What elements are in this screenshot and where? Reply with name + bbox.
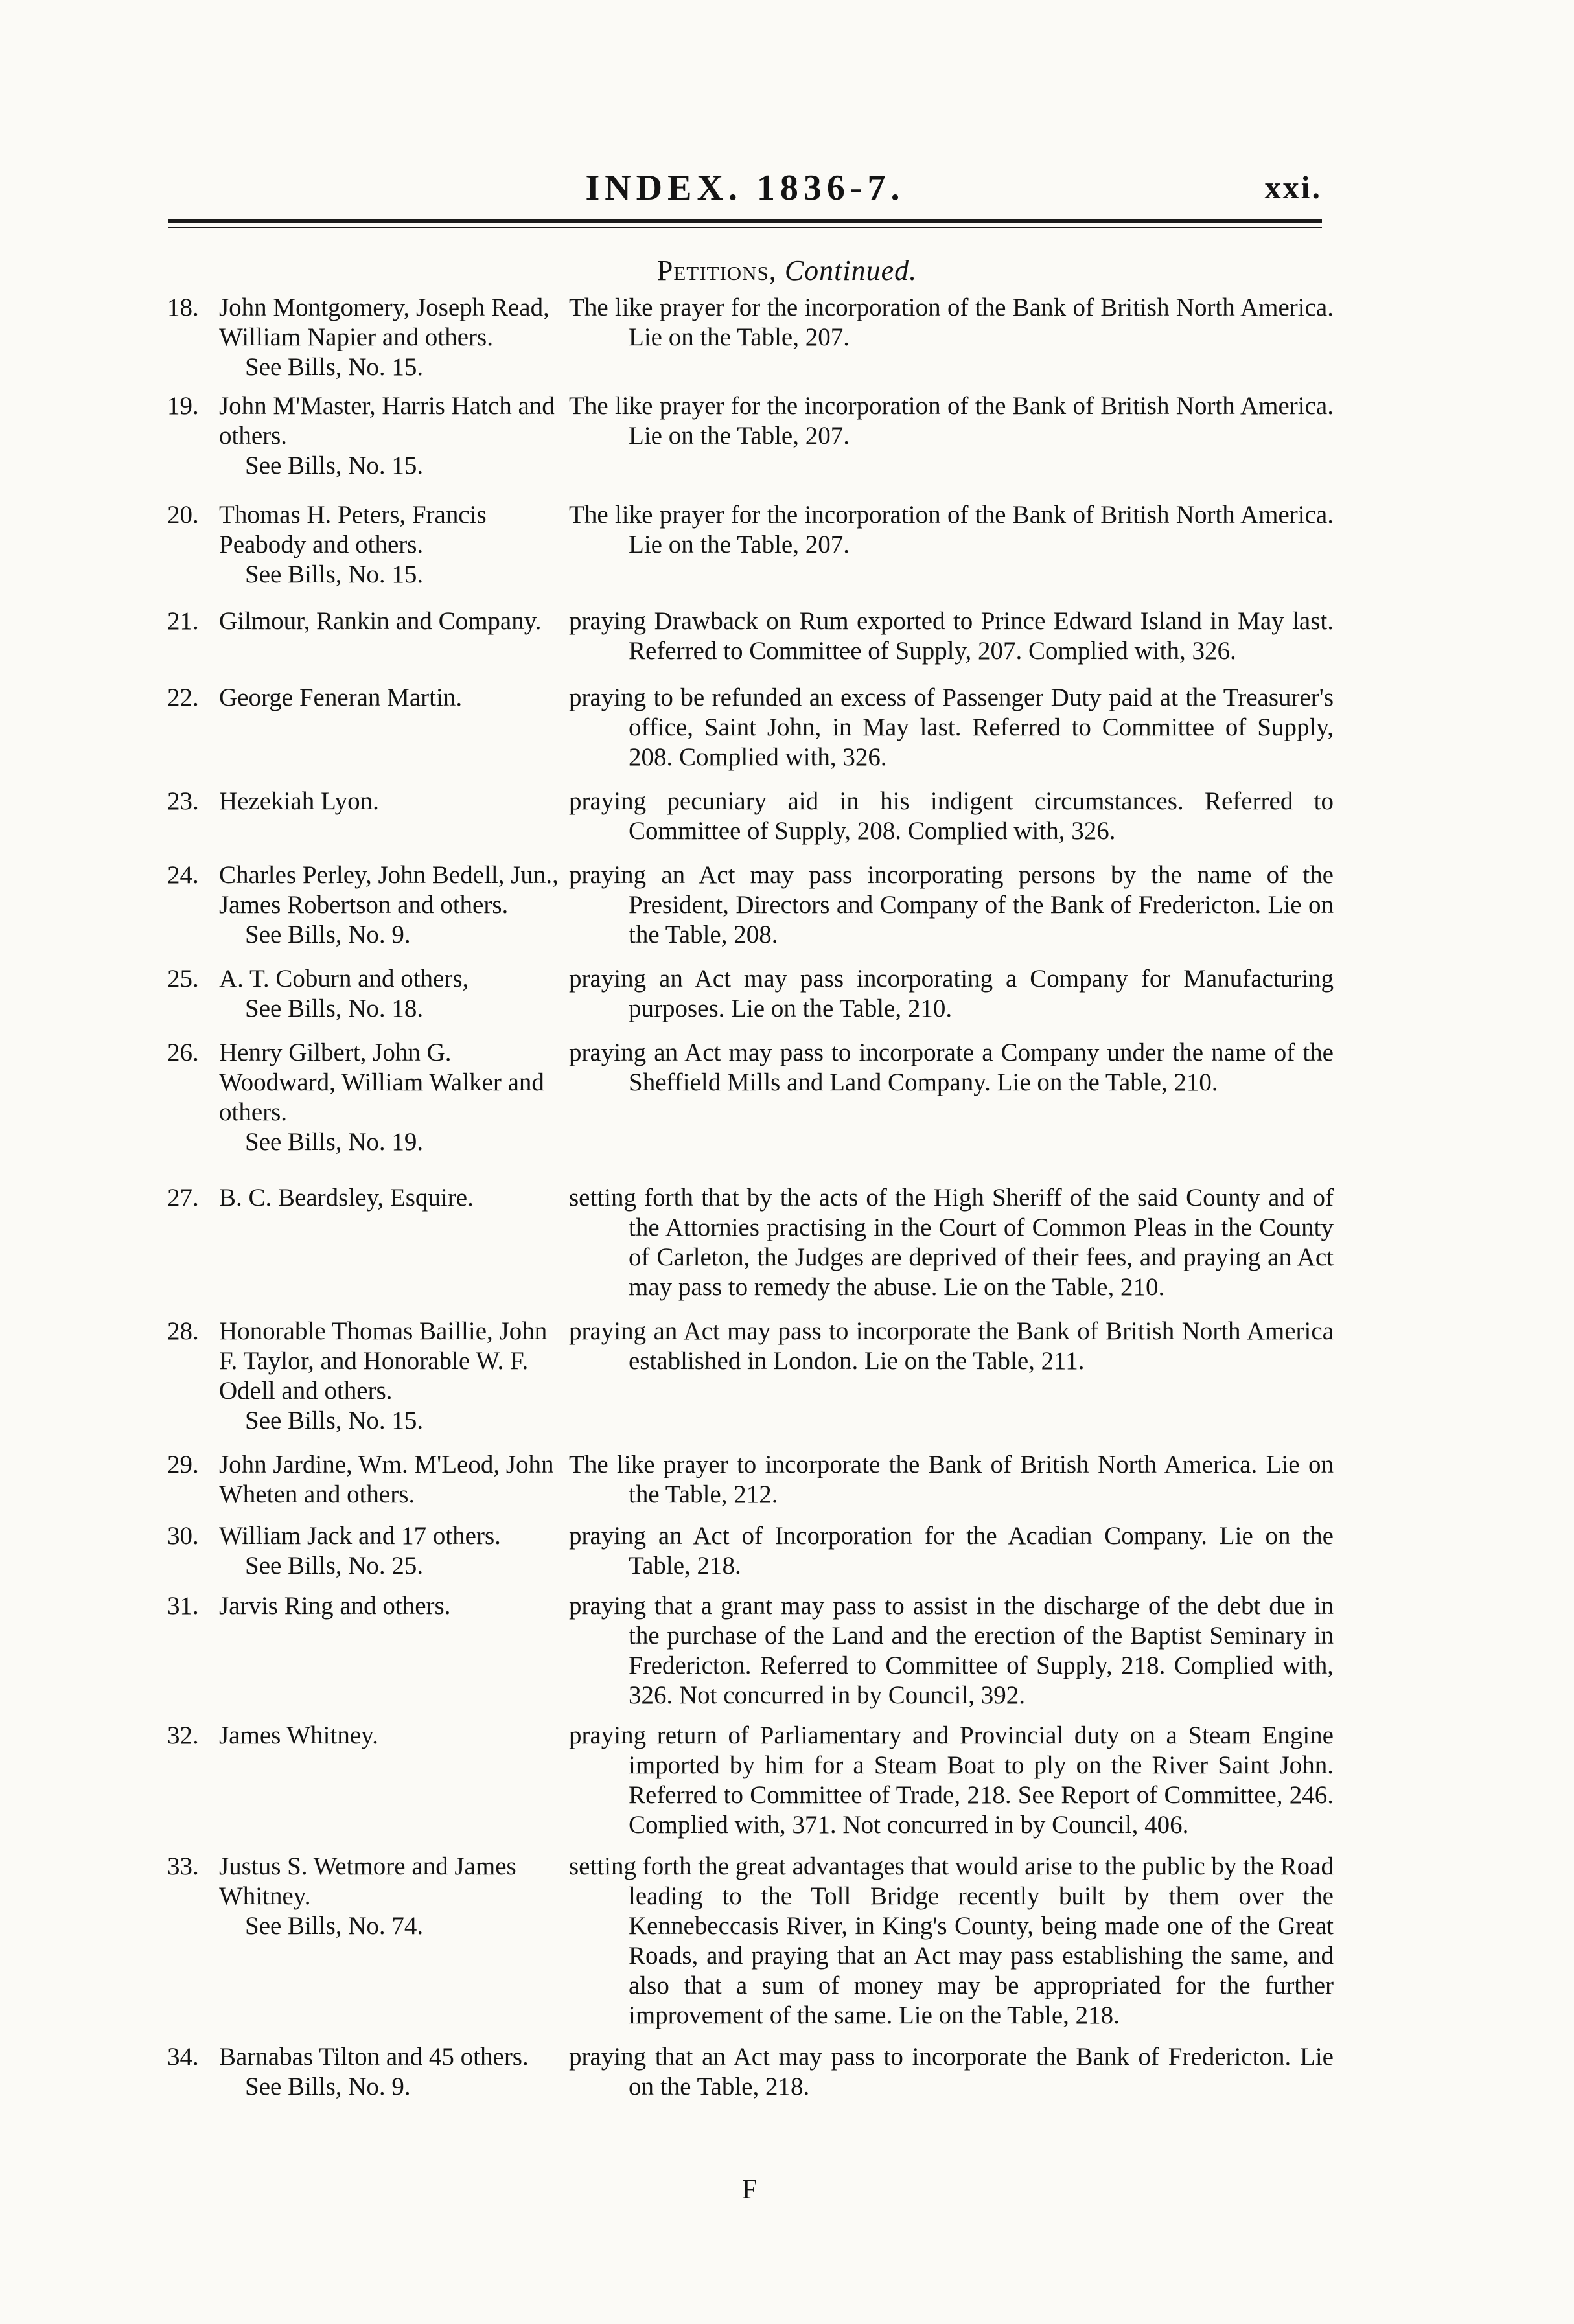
petitioner-cell bbox=[167, 1038, 569, 1157]
petitioner-names: B. C. Beardsley, Esquire. bbox=[219, 1184, 474, 1212]
petition-text: setting forth that by the acts of the High Sheriff of the said County and of the Attornies practising in the Court of Common Pleas in the County of Carleton, the Judges are deprived of their fees, and praying an Act may pass to remedy the abuse. Lie on the Table, 210. bbox=[569, 1184, 1334, 1301]
petition-number: 24. bbox=[167, 861, 199, 889]
petition-number: 28. bbox=[167, 1317, 199, 1345]
petition-entry bbox=[167, 391, 1334, 481]
petitioner-names: John M'Master, Harris Hatch and others. bbox=[219, 392, 555, 450]
petition-number: 21. bbox=[167, 607, 199, 635]
bill-reference: See Bills, No. 25. bbox=[245, 1552, 424, 1580]
petition-entry bbox=[167, 1183, 1334, 1302]
petition-summary bbox=[569, 787, 1334, 846]
petitioner-cell bbox=[167, 1721, 569, 1840]
petition-summary bbox=[569, 964, 1334, 1024]
petition-text: praying pecuniary aid in his indigent circumstances. Referred to Committee of Supply, 208. Complied with, 326. bbox=[569, 787, 1334, 845]
bill-reference: See Bills, No. 19. bbox=[245, 1128, 424, 1156]
petition-entry bbox=[167, 1450, 1334, 1510]
petitioner-names: Gilmour, Rankin and Company. bbox=[219, 607, 542, 635]
petition-summary bbox=[569, 1450, 1334, 1510]
petitioner-names: Hezekiah Lyon. bbox=[219, 787, 379, 815]
petitioner-cell bbox=[167, 964, 569, 1024]
petition-number: 34. bbox=[167, 2043, 199, 2071]
petitioner-cell bbox=[167, 1317, 569, 1436]
petition-text: The like prayer to incorporate the Bank of British North America. Lie on the Table, 212. bbox=[569, 1451, 1334, 1508]
bill-reference: See Bills, No. 15. bbox=[245, 452, 424, 479]
petitioner-names: A. T. Coburn and others, bbox=[219, 965, 469, 993]
petitioner-names: Jarvis Ring and others. bbox=[219, 1592, 451, 1620]
petition-summary bbox=[569, 293, 1334, 382]
petition-text: praying an Act may pass to incorporate the Bank of British North America established in London. Lie on the Table, 211. bbox=[569, 1317, 1334, 1375]
bill-reference: See Bills, No. 15. bbox=[245, 353, 424, 381]
petition-entry bbox=[167, 1721, 1334, 1840]
petition-text: The like prayer for the incorporation of the Bank of British North America. Lie on the Table, 207. bbox=[569, 293, 1334, 351]
petition-number: 20. bbox=[167, 501, 199, 529]
petitioner-names: Henry Gilbert, John G. Woodward, William Walker and others. bbox=[219, 1039, 544, 1126]
petitioner-names: Thomas H. Peters, Francis Peabody and others. bbox=[219, 501, 487, 558]
petition-entry bbox=[167, 293, 1334, 382]
petition-number: 29. bbox=[167, 1451, 199, 1478]
petition-summary bbox=[569, 860, 1334, 950]
petition-number: 30. bbox=[167, 1522, 199, 1550]
petition-text: praying to be refunded an excess of Passenger Duty paid at the Treasurer's office, Saint John, in May last. Referred to Committee of Supply, 208. Complied with, 326. bbox=[569, 684, 1334, 771]
petitioner-cell bbox=[167, 391, 569, 481]
petition-entry bbox=[167, 2042, 1334, 2102]
petition-summary bbox=[569, 391, 1334, 481]
petition-summary bbox=[569, 1521, 1334, 1581]
section-heading bbox=[0, 254, 1574, 287]
petition-entry bbox=[167, 1591, 1334, 1710]
petitioner-cell bbox=[167, 1450, 569, 1510]
bill-reference: See Bills, No. 18. bbox=[245, 995, 424, 1022]
header-rule bbox=[168, 219, 1322, 223]
petition-summary bbox=[569, 1721, 1334, 1840]
petition-number: 31. bbox=[167, 1592, 199, 1620]
petitioner-cell bbox=[167, 860, 569, 950]
petitioner-cell bbox=[167, 1521, 569, 1581]
petition-text: praying an Act of Incorporation for the Acadian Company. Lie on the Table, 218. bbox=[569, 1522, 1334, 1580]
petition-text: praying an Act may pass incorporating a Company for Manufacturing purposes. Lie on the Table, 210. bbox=[569, 965, 1334, 1022]
bill-reference: See Bills, No. 74. bbox=[245, 1912, 424, 1940]
petition-number: 27. bbox=[167, 1184, 199, 1212]
bill-reference: See Bills, No. 9. bbox=[245, 2073, 411, 2100]
petitioner-names: James Whitney. bbox=[219, 1721, 378, 1749]
petition-summary bbox=[569, 606, 1334, 666]
petitioner-names: George Feneran Martin. bbox=[219, 684, 463, 711]
petitioner-names: Justus S. Wetmore and James Whitney. bbox=[219, 1852, 516, 1910]
petition-text: praying an Act may pass to incorporate a Company under the name of the Sheffield Mills and Land Company. Lie on the Table, 210. bbox=[569, 1039, 1334, 1096]
petition-summary bbox=[569, 500, 1334, 590]
petitioner-names: Charles Perley, John Bedell, Jun., James Robertson and others. bbox=[219, 861, 559, 919]
petitioner-cell bbox=[167, 787, 569, 846]
petition-summary bbox=[569, 683, 1334, 772]
petitioner-cell bbox=[167, 1183, 569, 1302]
petitioner-cell bbox=[167, 1852, 569, 2031]
petition-entry bbox=[167, 1317, 1334, 1436]
petition-text: praying an Act may pass incorporating persons by the name of the President, Directors and Company of the Bank of Fredericton. Lie on the Table, 208. bbox=[569, 861, 1334, 949]
petition-summary bbox=[569, 1852, 1334, 2031]
petition-text: setting forth the great advantages that would arise to the public by the Road leading to the Toll Bridge recently built by them over the Kennebeccasis River, in King's County, being made one of the Great Roads, and praying that an Act may pass establishing the same, and also that a sum of money may be appropriated for the further improvement of the same. Lie on the Table, 218. bbox=[569, 1852, 1334, 2029]
petition-text: praying that an Act may pass to incorporate the Bank of Fredericton. Lie on the Table, 218. bbox=[569, 2043, 1334, 2100]
petition-summary bbox=[569, 1038, 1334, 1157]
petition-entry bbox=[167, 964, 1334, 1024]
petitioner-cell bbox=[167, 683, 569, 772]
petitioner-names: Honorable Thomas Baillie, John F. Taylor, and Honorable W. F. Odell and others. bbox=[219, 1317, 548, 1405]
bill-reference: See Bills, No. 15. bbox=[245, 1407, 424, 1434]
petitioner-names: John Montgomery, Joseph Read, William Napier and others. bbox=[219, 293, 550, 351]
petition-entry bbox=[167, 1521, 1334, 1581]
petition-list bbox=[167, 293, 1334, 2112]
petition-number: 26. bbox=[167, 1039, 199, 1066]
petition-entry bbox=[167, 1038, 1334, 1157]
petitioner-names: Barnabas Tilton and 45 others. bbox=[219, 2043, 529, 2071]
petition-number: 33. bbox=[167, 1852, 199, 1880]
petitioner-names: John Jardine, Wm. M'Leod, John Wheten and others. bbox=[219, 1451, 554, 1508]
petition-number: 25. bbox=[167, 965, 199, 993]
petition-number: 18. bbox=[167, 293, 199, 321]
petition-summary bbox=[569, 2042, 1334, 2102]
petition-text: praying return of Parliamentary and Provincial duty on a Steam Engine imported by him for a Steam Boat to ply on the River Saint John. Referred to Committee of Trade, 218. See Report of Committee, 246. Complied with, 371. Not concurred in by Council, 406. bbox=[569, 1721, 1334, 1839]
petition-entry bbox=[167, 787, 1334, 846]
header-rule-thin bbox=[168, 227, 1322, 228]
petition-text: praying that a grant may pass to assist in the discharge of the debt due in the purchase of the Land and the erection of the Baptist Seminary in Fredericton. Referred to Committee of Supply, 218. Complied with, 326. Not concurred in by Council, 392. bbox=[569, 1592, 1334, 1709]
petition-number: 19. bbox=[167, 392, 199, 420]
section-title: Petitions, bbox=[656, 255, 777, 286]
running-title: INDEX. 1836-7. bbox=[585, 168, 905, 208]
page-number: xxi. bbox=[1264, 169, 1322, 205]
petition-entry bbox=[167, 500, 1334, 590]
petition-entry bbox=[167, 860, 1334, 950]
petition-summary bbox=[569, 1183, 1334, 1302]
bill-reference: See Bills, No. 15. bbox=[245, 560, 424, 588]
petition-text: The like prayer for the incorporation of the Bank of British North America. Lie on the Table, 207. bbox=[569, 501, 1334, 558]
petition-text: The like prayer for the incorporation of the Bank of British North America. Lie on the Table, 207. bbox=[569, 392, 1334, 450]
petition-entry bbox=[167, 1852, 1334, 2031]
petitioner-cell bbox=[167, 1591, 569, 1710]
bill-reference: See Bills, No. 9. bbox=[245, 921, 411, 949]
petitioner-cell bbox=[167, 293, 569, 382]
petitioner-names: William Jack and 17 others. bbox=[219, 1522, 501, 1550]
petition-entry bbox=[167, 606, 1334, 666]
petition-entry bbox=[167, 683, 1334, 772]
petitioner-cell bbox=[167, 606, 569, 666]
page-header bbox=[168, 167, 1322, 206]
petition-summary bbox=[569, 1317, 1334, 1436]
petition-number: 23. bbox=[167, 787, 199, 815]
petition-summary bbox=[569, 1591, 1334, 1710]
petitioner-cell bbox=[167, 500, 569, 590]
petition-text: praying Drawback on Rum exported to Prince Edward Island in May last. Referred to Committee of Supply, 207. Complied with, 326. bbox=[569, 607, 1334, 665]
petitioner-cell bbox=[167, 2042, 569, 2102]
section-continued: Continued. bbox=[784, 255, 918, 286]
signature-mark: F bbox=[742, 2175, 758, 2205]
petition-number: 32. bbox=[167, 1721, 199, 1749]
petition-number: 22. bbox=[167, 684, 199, 711]
